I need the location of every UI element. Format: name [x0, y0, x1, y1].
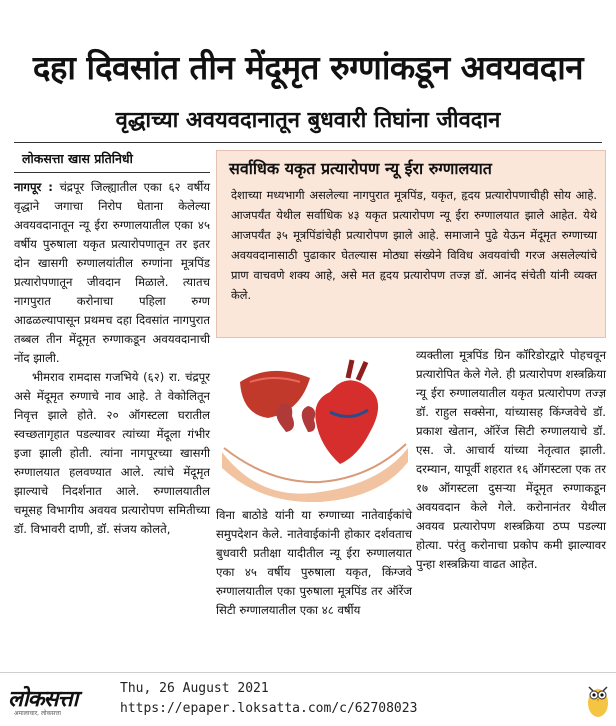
- paragraph: भीमराव रामदास गजभिये (६२) रा. चंद्रपूर असे मेंदूमृत रुग्णाचे नाव आहे. ते वेकोलितून निवृत्त झाले होते. २० ऑगस्टला घरातील स्वच्छतागृहात पडल्यावर त्यांच्या मेंदूला गंभीर इजा झाली होती. त्यांना नागपूरच्या खासगी रुग्णालयात हलवण्यात आले. त्यांचे मेंदूमृत झाल्याचे निदर्शनात आले. रुग्णालयातील चमूसह विभागीय अवयव प्रत्यारोपण समितीच्या डॉ. विभावरी दाणी, डॉ. संजय कोलते,: [14, 370, 210, 536]
- heart-icon: [315, 360, 378, 464]
- column-1: [14, 178, 210, 539]
- infobox-body: देशाच्या मध्यभागी असलेल्या नागपुरात मूत्रपिंड, यकृत, हृदय प्रत्यारोपणाचीही सोय आहे. आजपर्यंत येथील सर्वाधिक ४३ यकृत प्रत्यारोपण न्यू ईरा रुग्णालयात झाले आहेत. येथे आजपर्यंत ३५ मूत्रपिंडांचेही प्रत्यारोपण झाले आहे. समाजाने पुढे येऊन मेंदूमृत रुग्णाच्या अवयवदानासाठी पुढाकार घेतल्यास मोठ्या संख्येने विविध अवयवांची गरज असलेल्यांचे प्राण वाचवणे शक्य आहे, असे मत हृदय प्रत्यारोपण तज्ज्ञ डॉ. आनंद संचेती यांनी व्यक्त केले.: [231, 188, 597, 302]
- headline: दहा दिवसांत तीन मेंदूमृत रुग्णांकडून अवयवदान: [32, 48, 584, 87]
- logo-text: लोकसत्ता: [8, 687, 78, 712]
- column-2: विना बाठोडे यांनी या रुग्णाच्या नातेवाईकांचे समुपदेशन केले. नातेवाईकांनी होकार दर्शवताच बुधवारी प्रतीक्षा यादीतील न्यू ईरा रुग्णालयात एका ४५ वर्षीय पुरुषाला यकृत, किंग्जवे रुग्णालयातील एका पुरुषाला मूत्रपिंड तर ऑरेंज सिटी रुग्णालयातील एका ४८ वर्षीय: [216, 508, 412, 617]
- byline: लोकसत्ता खास प्रतिनिधी: [22, 151, 133, 166]
- loksatta-logo[interactable]: [8, 683, 114, 715]
- column-3: व्यक्तीला मूत्रपिंड ग्रिन कॉरिडोरद्वारे पोहचवून प्रत्यारोपित केले गेले. ही प्रत्यारोपण शस्त्रक्रिया न्यू ईरा रुग्णालयातील यकृत प्रत्यारोपण तज्ज्ञ डॉ. राहुल सक्सेना, यांच्यासह किंग्जवेचे डॉ. प्रकाश खेतान, ऑरेंज सिटी रुग्णालयाचे डॉ. एस. जे. आचार्य यांच्या नेतृत्वात झाली. दरम्यान, यापूर्वी शहरात १६ ऑगस्टला एक तर १७ ऑगस्टला दुसऱ्या मेंदूमृत रुग्णाकडून अवयवदान केले गेले. करोनानंतर येथील अवयव प्रत्यारोपण शस्त्रक्रिया ठप्प पडल्या होत्या. परंतु करोनाचा प्रकोप कमी झाल्यावर पुन्हा शस्त्रक्रिया वाढत आहेत.: [416, 348, 606, 571]
- infobox: [216, 150, 606, 338]
- owl-icon: [586, 681, 610, 719]
- epaper-link[interactable]: https://epaper.loksatta.com/c/62708023: [120, 701, 418, 716]
- edition-date: Thu, 26 August 2021: [120, 681, 269, 696]
- infobox-title: सर्वाधिक यकृत प्रत्यारोपण न्यू ईरा रुग्णालयात: [229, 159, 492, 178]
- paragraph-text: चंद्रपूर जिल्ह्यातील एका ६२ वर्षीय वृद्धाने जगाचा निरोप घेताना केलेल्या अवयवदानातून न्यू ईरा रुग्णालयातील एका ४५ वर्षीय पुरुषाला यकृत प्रत्यारोपणातून तर इतर दोन खासगी रुग्णालयांतील रुग्णांना मूत्रपिंड प्रत्यारोपणातून जीवदान मिळाले. त्यातच नागपुरात करोनाचा पहिला रुग्ण आढळल्यापासून प्रथमच दहा दिवसांत नागपुरात तब्बल तीन मेंदूमृत रुग्णाकडून अवयवदानाची नोंद झाली.: [14, 180, 211, 365]
- logo-tagline: अमालाचार, लोकसत्ता: [14, 710, 61, 717]
- organ-donation-illustration: [220, 352, 410, 502]
- footer: [0, 672, 616, 726]
- paragraph: [14, 178, 210, 368]
- byline-divider: [14, 172, 210, 173]
- subheadline: वृद्धाच्या अवयवदानातून बुधवारी तिघांना जीवदान: [115, 108, 501, 133]
- dateline: नागपूर :: [14, 180, 53, 194]
- hand-icon: [222, 444, 408, 502]
- kidney-icon: [276, 404, 315, 432]
- divider: [14, 142, 602, 143]
- liver-icon: [240, 371, 310, 418]
